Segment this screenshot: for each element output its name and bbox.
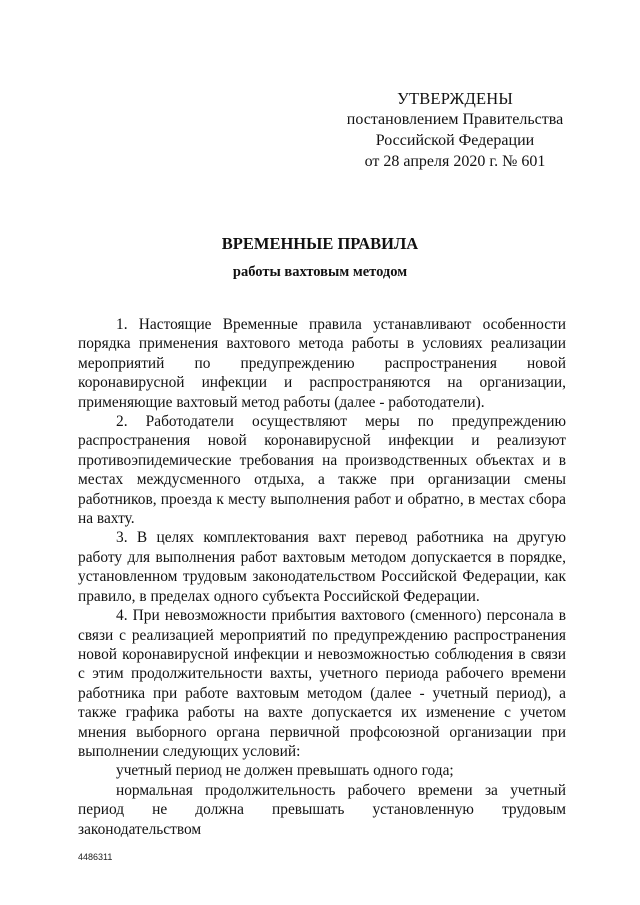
paragraph-1: 1. Настоящие Временные правила устанавливают особенности порядка применения вахтового метода работы в условиях реализации мероприятий по предупреждению распространения новой коронавирусной инфекции и распространяются на организации, применяющие вахтовый метод работы (далее - работодатели). (78, 316, 566, 411)
approval-country-line: Российской Федерации (375, 132, 535, 149)
approval-stamp (340, 88, 570, 172)
approval-decree-line: постановлением Правительства (346, 111, 564, 128)
condition-2: нормальная продолжительность рабочего времени за учетный период не должна превышать установленную трудовым законодательством (78, 781, 566, 838)
title-main: ВРЕМЕННЫЕ ПРАВИЛА (221, 234, 419, 253)
approval-heading: УТВЕРЖДЕНЫ (397, 89, 513, 108)
paragraph-2: 2. Работодатели осуществляют меры по предупреждению распространения новой коронавирусной инфекции и реализуют противоэпидемические требования на производственных объектах и в местах междусменного отдыха, а также при организации смены работников, проезда к месту выполнения работ и обратно, в местах сбора на вахту. (78, 413, 566, 528)
approval-date-line: от 28 апреля 2020 г. № 601 (364, 153, 546, 170)
document-body (78, 315, 566, 839)
condition-1: учетный период не должен превышать одного года; (116, 762, 454, 780)
paragraph-4: 4. При невозможности прибытия вахтового (сменного) персонала в связи с реализацией мероприятий по предупреждению распространения новой коронавирусной инфекции и невозможностью соблюдения в связи с этим продолжительности вахты, учетного периода рабочего времени работника при работе вахтовым методом (далее - учетный период), а также графика работы на вахте допускается их изменение с учетом мнения выборного органа первичной профсоюзной организации при выполнении следующих условий: (78, 607, 566, 760)
paragraph-3: 3. В целях комплектования вахт перевод работника на другую работу для выполнения работ вахтовым методом допускается в порядке, установленном трудовым законодательством Российской Федерации, как правило, в пределах одного субъекта Российской Федерации. (78, 529, 566, 605)
document-title (0, 233, 640, 283)
document-code: 4486311 (78, 852, 113, 862)
title-subtitle: работы вахтовым методом (232, 264, 408, 280)
